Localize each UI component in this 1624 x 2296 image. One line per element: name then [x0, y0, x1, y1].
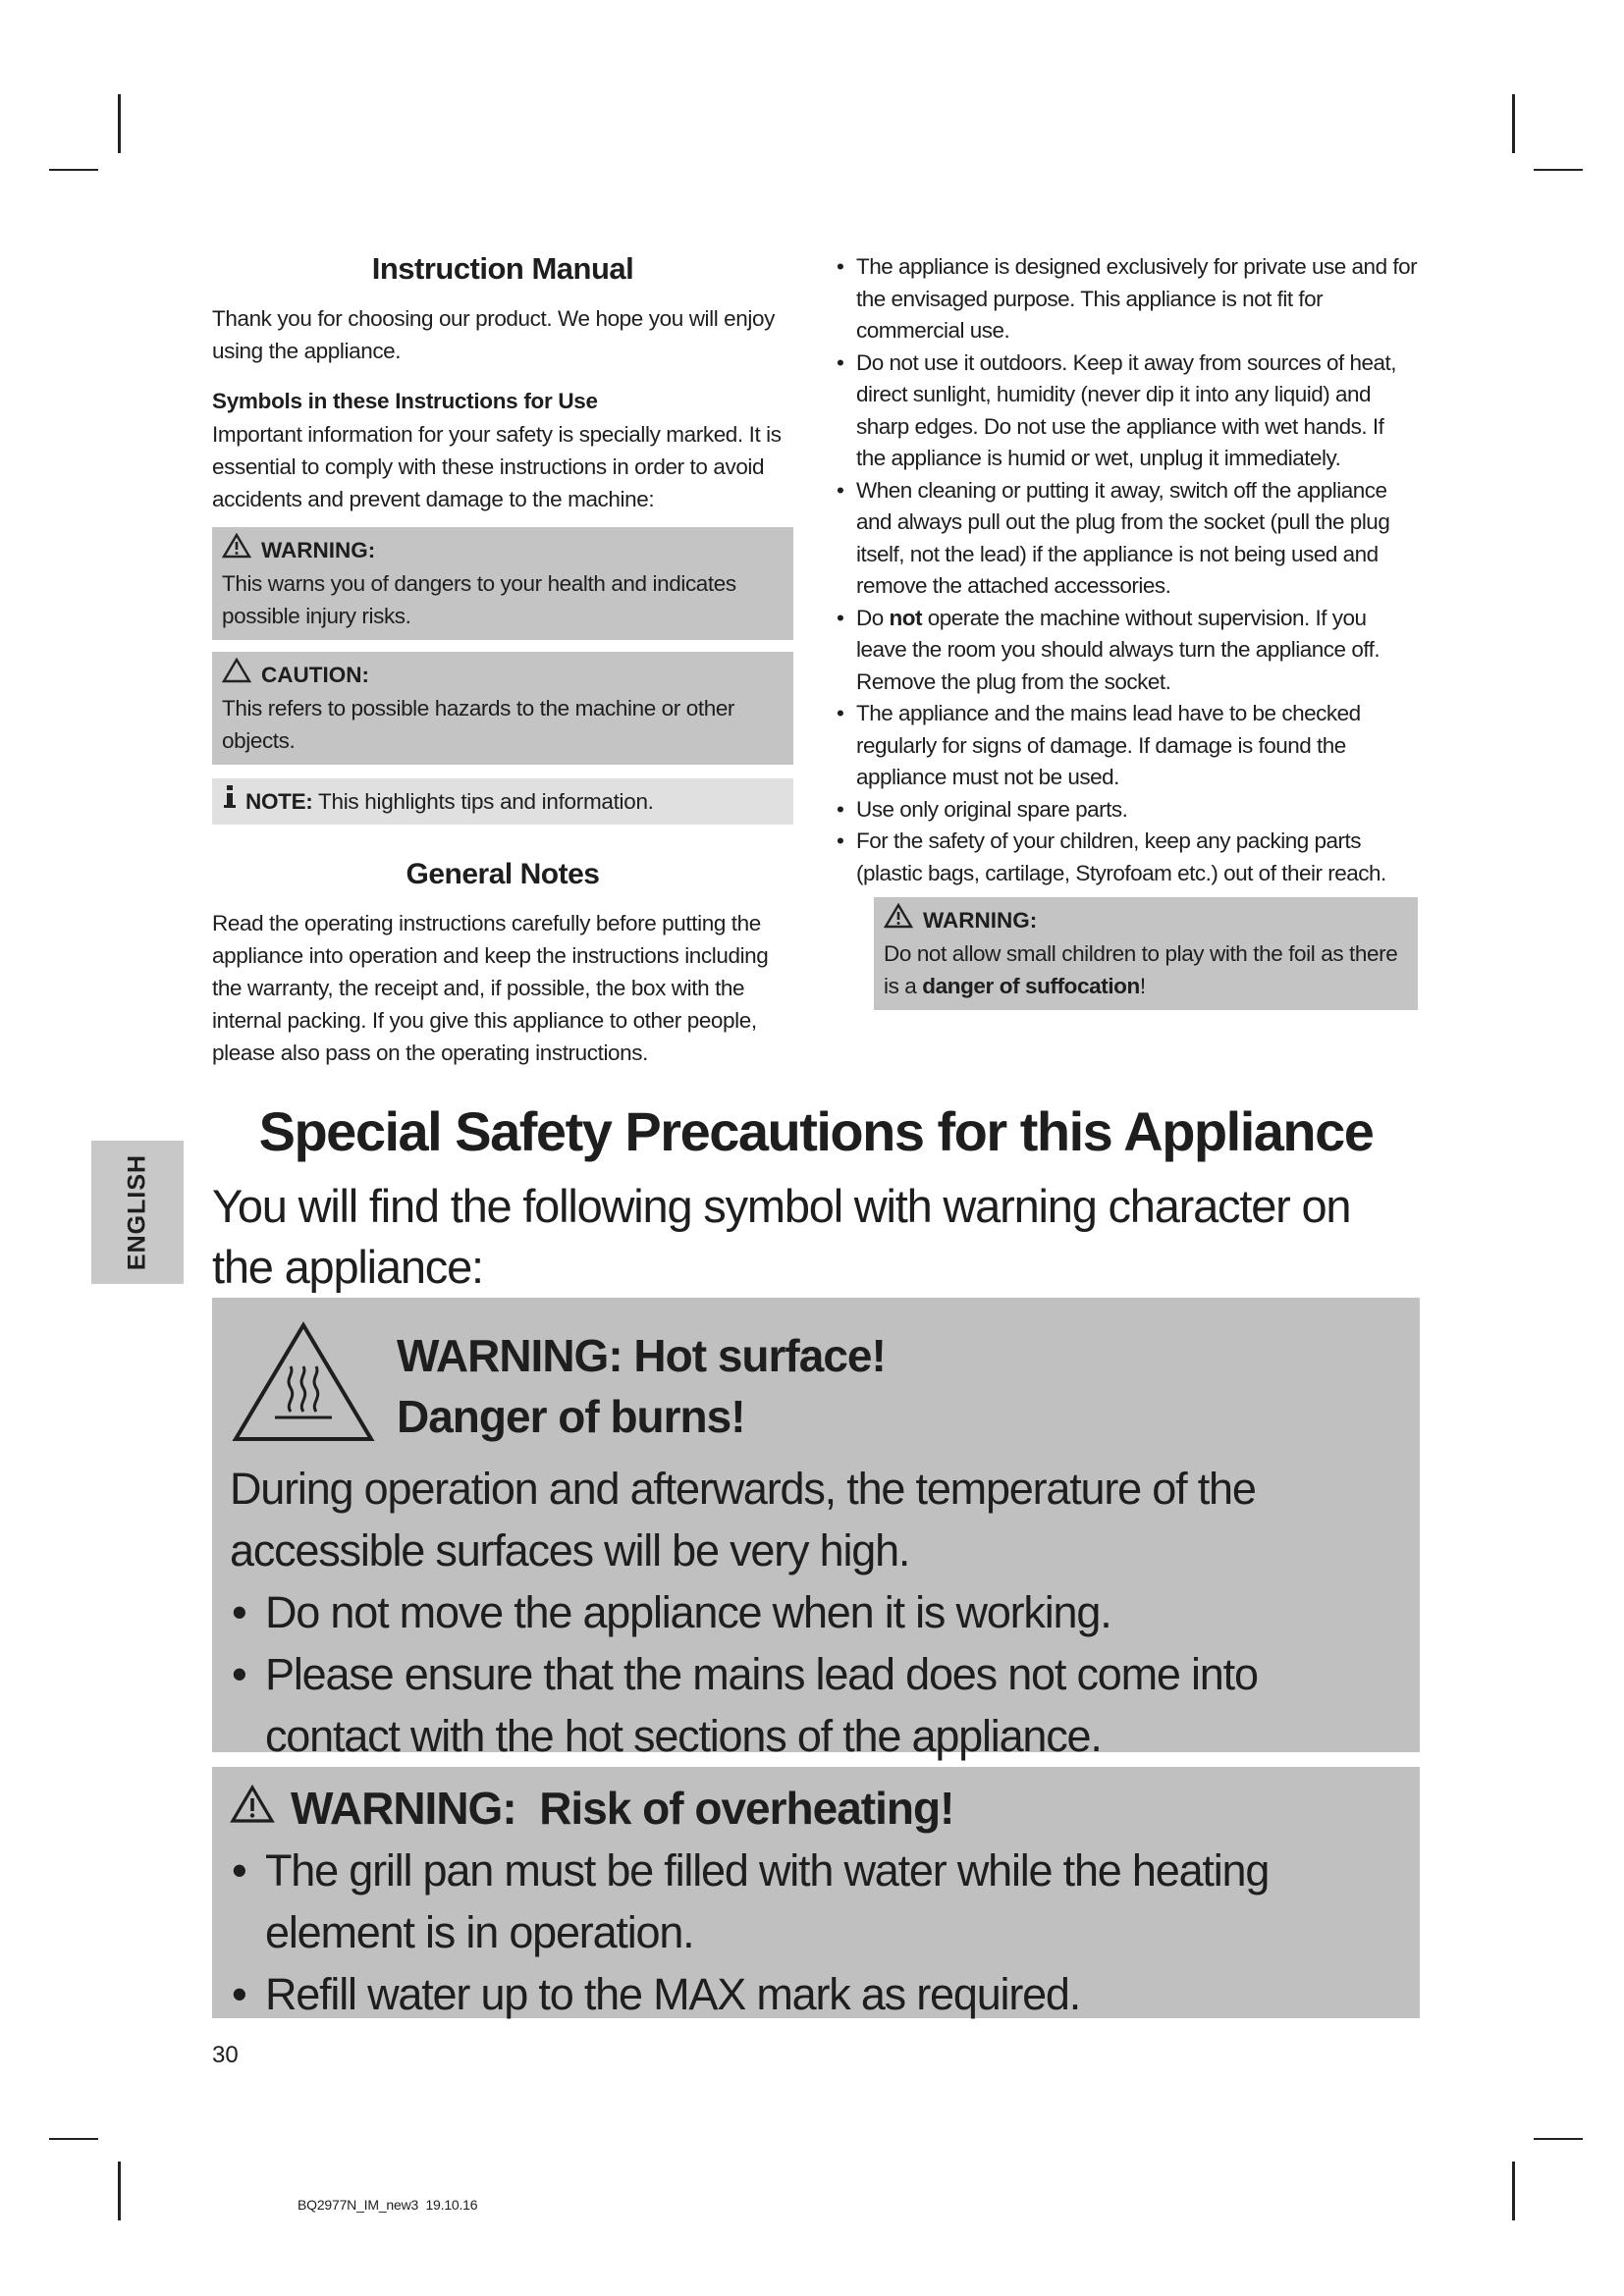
list-item: • Use only original spare parts.	[835, 794, 1418, 827]
info-icon	[222, 784, 238, 819]
caution-box	[212, 652, 793, 765]
warning-box	[212, 527, 793, 640]
crop-mark	[1512, 2162, 1515, 2220]
safety-bullet-list	[835, 251, 1418, 889]
crop-mark	[1512, 94, 1515, 153]
note-box	[212, 778, 793, 825]
caution-text: This refers to possible hazards to the machine or other objects.	[222, 696, 735, 753]
list-item: • Please ensure that the mains lead does not come into contact with the hot sections of the appliance.	[230, 1643, 1402, 1767]
warning-title: WARNING:	[923, 907, 1038, 933]
left-column	[212, 251, 793, 1069]
hot-surface-text: During operation and afterwards, the temperature of the accessible surfaces will be very high.	[230, 1464, 1256, 1575]
overheating-title: WARNING: Risk of overheating!	[291, 1783, 954, 1834]
hot-surface-title: WARNING: Hot surface!	[397, 1330, 886, 1381]
warning-triangle-icon	[230, 1779, 275, 1838]
list-item: • Do not move the appliance when it is working.	[230, 1581, 1402, 1643]
list-item: • The grill pan must be filled with water while the heating element is in operation.	[230, 1840, 1402, 1963]
note-title: NOTE:	[245, 788, 313, 814]
symbols-text: Important information for your safety is specially marked. It is essential to comply with these instructions in order to avoid accidents and prevent damage to the machine:	[212, 422, 782, 511]
general-notes-heading: General Notes	[406, 858, 600, 890]
warning-text: This warns you of dangers to your health and indicates possible injury risks.	[222, 571, 736, 628]
overheating-bullets	[230, 1840, 1402, 2025]
crop-mark	[1534, 2138, 1583, 2140]
note-text: This highlights tips and information.	[318, 788, 654, 814]
list-item: • Refill water up to the MAX mark as required.	[230, 1963, 1402, 2025]
hot-surface-icon	[230, 1319, 377, 1450]
special-safety-heading: Special Safety Precautions for this Appliance	[258, 1100, 1374, 1162]
warning-title: WARNING:	[261, 537, 376, 562]
page-number: 30	[212, 2042, 239, 2068]
crop-mark	[118, 2162, 121, 2220]
language-tab	[91, 1141, 184, 1284]
overheating-warning-box	[212, 1767, 1420, 2018]
list-item: • Do not operate the machine without supervision. If you leave the room you should always turn the appliance off. Remove the plug from the socket.	[835, 603, 1418, 699]
language-tab-label: ENGLISH	[123, 1153, 151, 1271]
general-notes-text: Read the operating instructions carefully before putting the appliance into operation and keep the instructions including the warranty, the receipt and, if possible, the box with the internal packing. If you give this appliance to other people, please also pass on the operating instructions.	[212, 911, 769, 1065]
right-column	[835, 251, 1418, 1010]
intro-text: Thank you for choosing our product. We hope you will enjoy using the appliance.	[212, 306, 775, 363]
symbols-heading: Symbols in these Instructions for Use	[212, 389, 598, 413]
warning-triangle-icon	[222, 533, 251, 567]
burns-title: Danger of burns!	[397, 1391, 745, 1442]
suffocation-warning-box	[874, 897, 1418, 1010]
caution-title: CAUTION:	[261, 662, 369, 687]
crop-mark	[49, 169, 98, 171]
hot-surface-warning-box	[212, 1298, 1420, 1761]
crop-mark	[49, 2138, 98, 2140]
suffocation-warning-text: Do not allow small children to play with the foil as there is a danger of suffocation!	[884, 941, 1398, 998]
crop-mark	[118, 94, 121, 153]
list-item: • The appliance and the mains lead have to be checked regularly for signs of damage. If damage is found the appliance must not be used.	[835, 698, 1418, 794]
caution-triangle-icon	[222, 658, 251, 692]
warning-triangle-icon	[884, 903, 913, 937]
list-item: • The appliance is designed exclusively for private use and for the envisaged purpose. This appliance is not fit for commercial use.	[835, 251, 1418, 347]
list-item: • For the safety of your children, keep any packing parts (plastic bags, cartilage, Styrofoam etc.) out of their reach.	[835, 826, 1418, 889]
crop-mark	[1534, 169, 1583, 171]
instruction-manual-heading: Instruction Manual	[371, 251, 634, 286]
footer-code: BQ2977N_IM_new3 19.10.16	[298, 2197, 478, 2213]
list-item: • Do not use it outdoors. Keep it away from sources of heat, direct sunlight, humidity (never dip it into any liquid) and sharp edges. Do not use the appliance with wet hands. If the appliance is humid or wet, unplug it immediately.	[835, 347, 1418, 475]
hot-surface-bullets	[230, 1581, 1402, 1767]
special-safety-lead: You will find the following symbol with warning character on the appliance:	[212, 1180, 1351, 1293]
list-item: • When cleaning or putting it away, switch off the appliance and always pull out the plug from the socket (pull the plug itself, not the lead) if the appliance is not being used and remove the attached accessories.	[835, 475, 1418, 603]
